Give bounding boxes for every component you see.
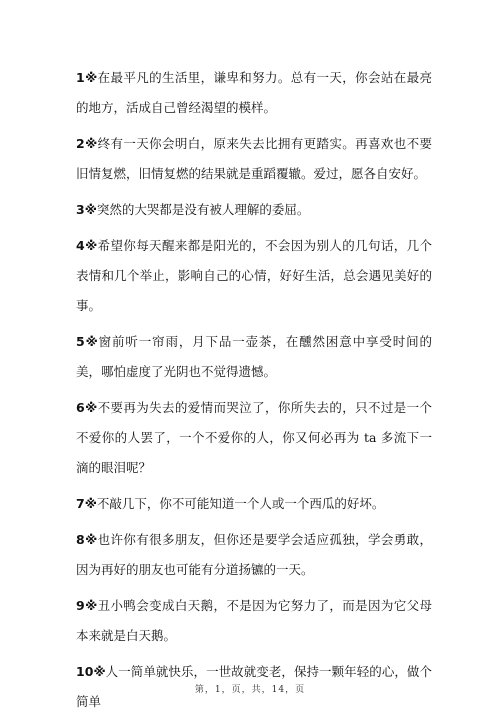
list-item	[76, 525, 432, 585]
list-item	[76, 63, 432, 123]
item-text: 在最平凡的生活里，谦卑和努力。总有一天，你会站在最亮的地方，活成自己曾经渴望的模样。	[76, 70, 432, 115]
item-number: 5※	[76, 334, 99, 349]
item-number: 1※	[76, 70, 98, 85]
item-number: 9※	[76, 598, 98, 613]
list-item	[76, 393, 432, 483]
list-item	[76, 195, 432, 225]
document-body	[76, 63, 432, 723]
list-item	[76, 591, 432, 651]
item-text: 丑小鸭会变成白天鹅，不是因为它努力了，而是因为它父母本来就是白天鹅。	[76, 598, 432, 643]
list-item	[76, 129, 432, 189]
item-text: 不敲几下，你不可能知道一个人或一个西瓜的好坏。	[96, 496, 385, 511]
item-text: 人一简单就快乐，一世故就变老，保持一颗年轻的心，做个简单	[76, 664, 432, 709]
item-text: 窗前听一帘雨，月下品一壶茶，在醺然困意中享受时间的美，哪怕虚度了光阴也不觉得遗憾。	[76, 334, 432, 379]
list-item	[76, 231, 432, 321]
item-number: 10※	[76, 664, 106, 679]
item-number: 4※	[76, 238, 98, 253]
list-item	[76, 489, 432, 519]
item-text: 不要再为失去的爱情而哭泣了，你所失去的，只不过是一个不爱你的人罢了，一个不爱你的人，你又何必再为 ta 多流下一滴的眼泪呢？	[76, 400, 432, 475]
item-text: 希望你每天醒来都是阳光的，不会因为别人的几句话，几个表情和几个举止，影响自己的心情，好好生活，总会遇见美好的事。	[76, 238, 432, 313]
item-text: 突然的大哭都是没有被人理解的委屈。	[96, 202, 310, 217]
item-number: 6※	[76, 400, 98, 415]
item-text: 终有一天你会明白，原来失去比拥有更踏实。再喜欢也不要旧情复燃，旧情复燃的结果就是重蹈覆辙。爱过，愿各自安好。	[76, 136, 432, 181]
item-number: 3※	[76, 202, 97, 217]
item-number: 2※	[76, 136, 98, 151]
item-number: 7※	[76, 496, 97, 511]
item-number: 8※	[76, 532, 98, 547]
page-footer: 第，1，页，共，14，页	[194, 685, 306, 695]
list-item	[76, 327, 432, 387]
item-text: 也许你有很多朋友，但你还是要学会适应孤独，学会勇敢，因为再好的朋友也可能有分道扬镳的一天。	[76, 532, 432, 577]
